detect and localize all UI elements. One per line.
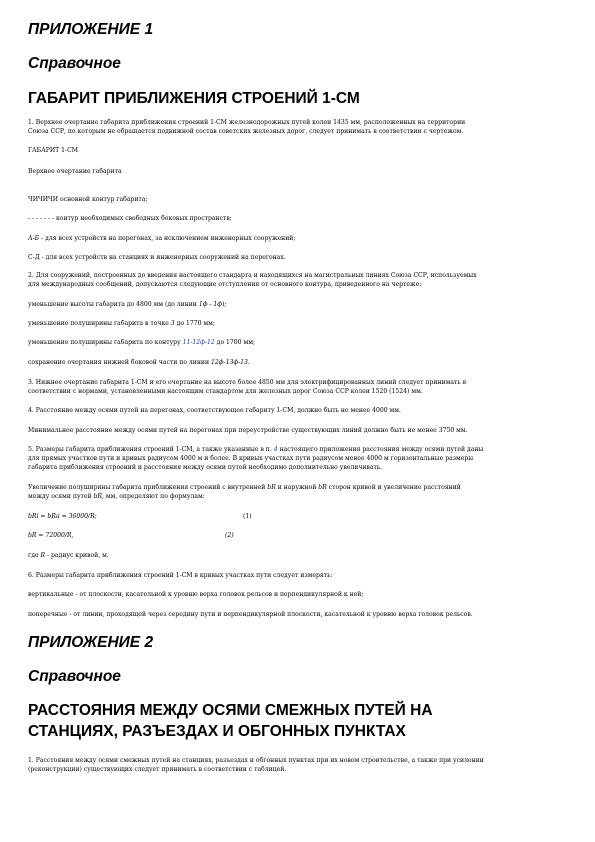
formula-1-number: (1) [243,513,252,520]
paragraph-3-line-1: 3. Нижнее очертание габарита 1-СМ и его очертание на высоте более 4850 мм для электрифицированных линий следует принимать в [28,379,467,386]
axis-b-symbol: bR [93,493,103,500]
deviation-lower-line: 12ф-13ф-13 [210,359,248,366]
legend-dash-text: контур необходимых свободных боковых пространств; [54,215,232,222]
appendix-2-title-line-1: РАССТОЯНИЯ МЕЖДУ ОСЯМИ СМЕЖНЫХ ПУТЕЙ НА [28,702,433,719]
paragraph-5-line-2: для прямых участков пути и кривых радиусом 4000 м и более. В кривых участках пути радиусом менее 4000 м горизонтальные размеры [28,455,474,462]
upper-outline-label: Верхнее очертание габарита [28,168,122,175]
paragraph-6-line-2 [28,492,205,501]
paragraph-4-link[interactable]: 4 [273,446,278,453]
paragraph-6-text: Увеличение полуширины габарита приближения строений с внутренней [28,484,268,491]
paragraph-6-line-1 [28,483,461,492]
paragraph-5-line-1 [28,445,483,454]
legend-main-contour [28,195,147,204]
legend-dash-symbol: - - - - - - - [28,215,55,222]
radius-symbol: R [40,552,46,559]
paragraph-6-end: сторон кривой и увеличение расстояний [326,484,461,491]
appendix-1-title: ГАБАРИТ ПРИБЛИЖЕНИЯ СТРОЕНИЙ 1-СМ [28,90,360,107]
deviation-lower [28,358,250,367]
paragraph-4b: Минимальное расстояние между осями путей на перегонах при переустройстве существующих линий должно быть не менее 3750 мм. [28,427,468,434]
formula-1: bRi = bRa = 36000/R; [28,513,97,520]
formula-2: bR = 72000/R, [28,532,74,539]
appendix-2-title-line-2: СТАНЦИЯХ, РАЗЪЕЗДАХ И ОБГОННЫХ ПУНКТАХ [28,723,406,740]
paragraph-5-line-3: габарита приближения строений и расстояния между осями путей необходимо дополнительно увеличивать. [28,464,383,471]
paragraph-5-text: 5. Размеры габарита приближения строений 1-СМ, а также указанные в п. [28,446,274,453]
deviation-contour-text: уменьшение полуширины габарита по контуру [28,339,183,346]
deviation-height-end: ); [222,301,227,308]
legend-ab [28,234,295,243]
paragraph-2-line-2: для международных сообщений, допускаются следующие отступления от основного контура, приведенного на чертеже: [28,281,422,288]
paragraph-7a: вертикальные - от плоскости, касательной к уровню верха головок рельсов и перпендикулярной к ней; [28,591,364,598]
deviation-contour-end: до 1700 мм; [214,339,256,346]
legend-main-symbol: ЧИЧИЧИ [28,196,59,203]
paragraph-4: 4. Расстояние между осями путей на перегонах, соответствующее габариту 1-СМ, должно быть не менее 4000 мм. [28,407,401,414]
appendix-2-paragraph-1-line-2: (реконструкции) существующих следует принимать в соответствии с таблицей. [28,766,287,773]
paragraph-7: 6. Размеры габарита приближения строений 1-СМ в кривых участках пути следует измерять: [28,572,333,579]
deviation-point-3 [28,319,215,328]
where-end: - радиус кривой, м. [45,552,109,559]
appendix-2-heading: ПРИЛОЖЕНИЕ 2 [28,634,154,651]
deviation-contour-line: 11-12ф-12 [182,339,215,346]
deviation-point-3-end: до 1770 мм; [174,320,215,327]
formula-where [28,551,109,560]
paragraph-6-mid: и наружной [275,484,319,491]
paragraph-2-line-1: 2. Для сооружений, построенных до введения настоящего стандарта и находящихся на магистральных линиях Союза ССР, используемых [28,272,477,279]
outer-b-symbol: bR [318,484,327,491]
gabarit-label: ГАБАРИТ 1-СМ [28,147,78,154]
paragraph-7b: поперечные - от линии, проходящей через середину пути и перпендикулярной плоскости, касательной к уровню верха головок рельсов. [28,611,473,618]
inner-b-symbol: bR [267,484,276,491]
deviation-height-line: 1ф - 1ф [198,301,223,308]
appendix-2-subheading: Справочное [28,668,121,685]
paragraph-6-line-2-text: между осями путей [28,493,94,500]
legend-side-space [28,214,232,223]
legend-ab-text: - для всех устройств на перегонах, за исключением инженерных сооружений; [39,235,296,242]
paragraph-6-line-2-end: , мм, определяют по формулам: [102,493,205,500]
deviation-height [28,300,226,309]
deviation-lower-text: сохранение очертания нижней боковой части по линии [28,359,211,366]
paragraph-1-line-1: 1. Верхнее очертание габарита приближения строений 1-СМ железнодорожных путей колеи 1435 мм, расположенных на территории [28,119,466,126]
formula-2-number: (2) [225,532,234,539]
deviation-point-3-num: 3 [170,320,175,327]
deviation-point-3-text: уменьшение полуширины габарита в точке [28,320,171,327]
appendix-2-paragraph-1-line-1: 1. Расстояния между осями смежных путей на станциях, разъездах и обгонных пунктах при их новом строительстве, а также при усилении [28,757,484,764]
deviation-contour [28,338,255,347]
deviation-height-text: уменьшение высоты габарита до 4800 мм (до линии [28,301,199,308]
paragraph-3-line-2: соответствии с нормами, установленными настоящим стандартом для железных дорог Союза ССР колеи 1520 (1524) мм. [28,388,423,395]
legend-ab-symbol: А-Б [28,235,40,242]
legend-main-text: основной контур габарита; [58,196,148,203]
appendix-1-subheading: Справочное [28,55,121,72]
paragraph-5-text-end: настоящего приложения расстояния между осями путей даны [277,446,484,453]
deviation-lower-end: . [247,359,250,366]
where-text: где [28,552,41,559]
appendix-1-heading: ПРИЛОЖЕНИЕ 1 [28,21,154,38]
paragraph-1-line-2: Союза ССР, по которым не обращается подвижной состав советских железных дорог, следует принимать в соответствии с чертежом. [28,128,464,135]
legend-cd: С-Д - для всех устройств на станциях и инженерных сооружений на перегонах. [28,254,286,261]
